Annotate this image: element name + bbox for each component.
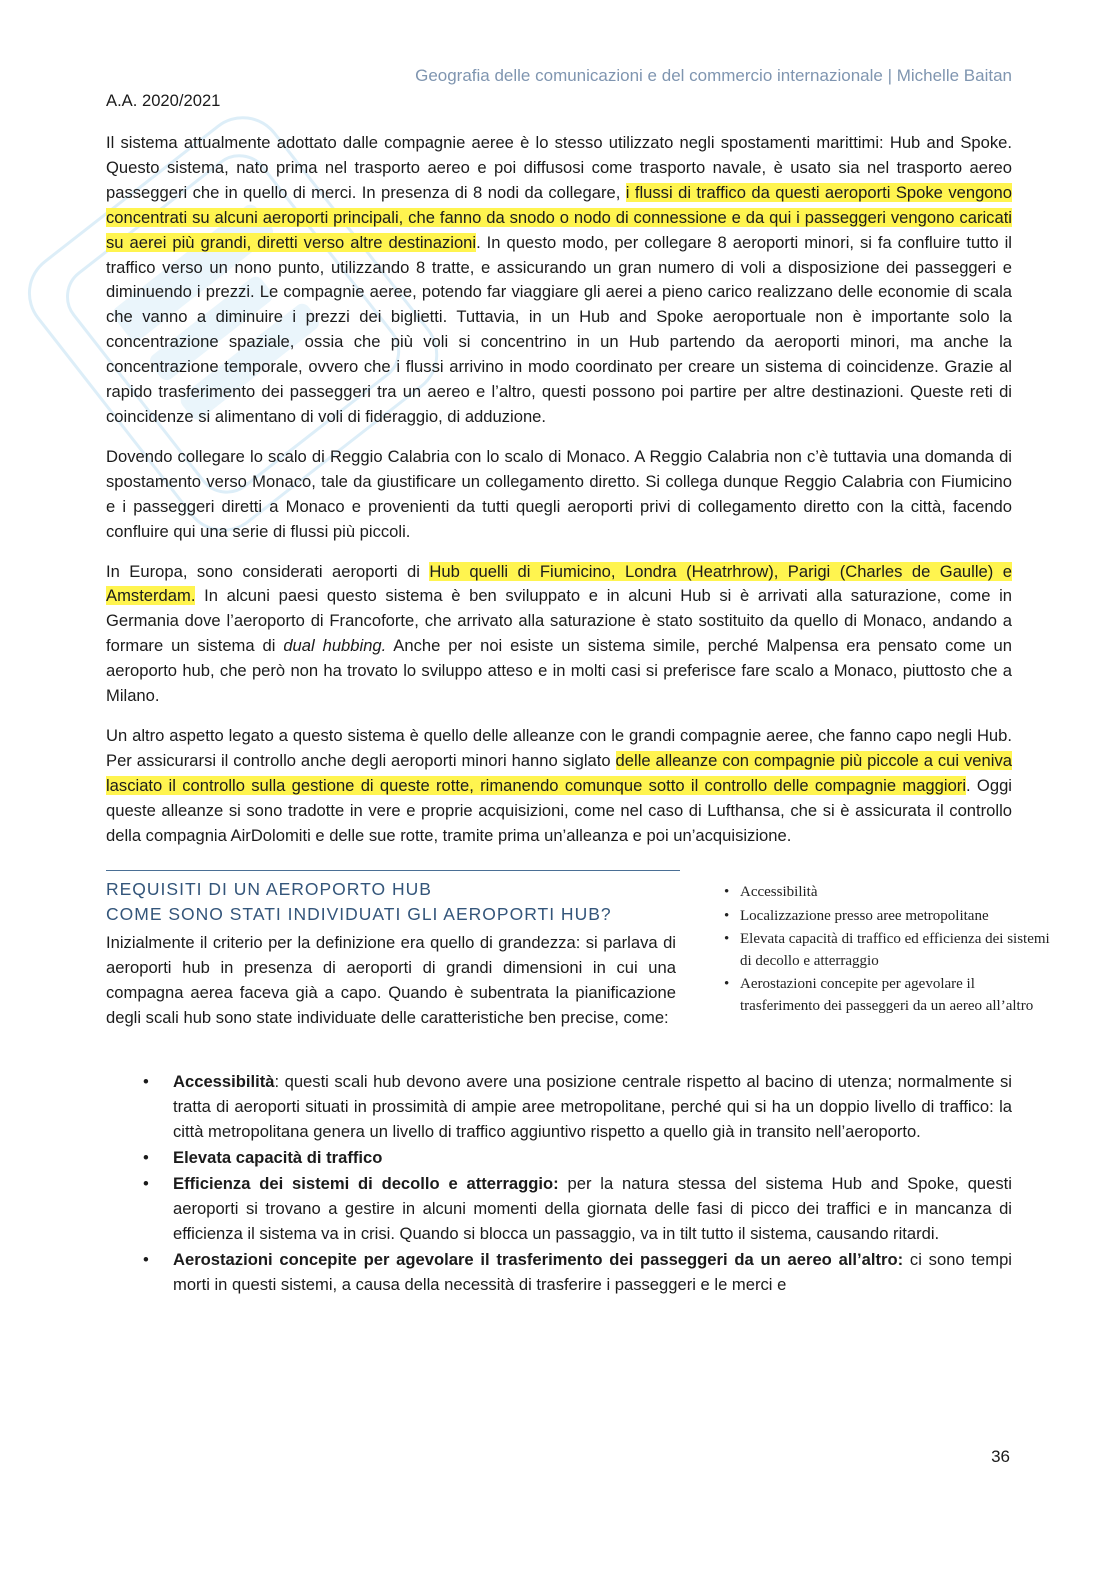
list-item	[106, 1146, 1012, 1171]
bullet-icon: •	[143, 1174, 149, 1194]
paragraph-alliances	[106, 724, 1012, 849]
bullet-term: Aerostazioni concepite per agevolare il trasferimento dei passeggeri da un aereo all’altro:	[173, 1249, 904, 1269]
section-divider	[106, 870, 680, 871]
highlighted-text: delle alleanze con compagnie più piccole a cui veniva lasciato il controllo sulla gestione di queste rotte, rimanendo comunque sotto il controllo delle compagnie maggiori	[106, 750, 1012, 795]
text-run: Anche per noi esiste un sistema simile, perché Malpensa era pensato come un aeroporto hub, che però non ha trovato lo sviluppo atteso e in molti casi si preferisce fare scalo a Monaco, piuttosto che a Milano.	[106, 636, 1013, 706]
section-left-column	[106, 870, 676, 1046]
list-item	[106, 1248, 1012, 1298]
paragraph-reggio-calabria: Dovendo collegare lo scalo di Reggio Calabria con lo scalo di Monaco. A Reggio Calabria non c’è tuttavia una domanda di spostamento verso Monaco, tale da giustificare un collegamento diretto. Si collega dunque Reggio Calabria con Fiumicino e i passeggeri diretti a Monaco e provenienti da tutti quegli aeroporti privi di collegamento diretto con la città, facendo confluire qui una serie di flussi più piccoli.	[106, 446, 1012, 541]
section-subheading: COME SONO STATI INDIVIDUATI GLI AEROPORTI HUB?	[106, 904, 612, 925]
section-heading: REQUISITI DI UN AEROPORTO HUB	[106, 879, 432, 900]
academic-year: A.A. 2020/2021	[106, 91, 221, 110]
highlighted-text: Hub quelli di Fiumicino, Londra (Heatrhrow), Parigi (Charles de Gaulle) e Amsterdam.	[106, 561, 1012, 606]
list-item	[106, 1172, 1012, 1247]
requirements-list	[106, 1070, 1012, 1297]
highlighted-text: i flussi di traffico da questi aeroporti Spoke vengono concentrati su alcuni aeroporti principali, che fanno da snodo o nodo di connessione e da qui i passeggeri vengono caricati su aerei più grandi, diretti verso altre destinazioni	[106, 182, 1012, 252]
section-intro: Inizialmente il criterio per la definizione era quello di grandezza: si parlava di aeroporti hub in presenza di aeroporti di grandi dimensioni in cui una compagna aerea faceva già a capo. Quando è subentrata la pianificazione degli scali hub sono state individuate delle caratteristiche ben precise, come:	[106, 933, 676, 1028]
italic-term: dual hubbing.	[283, 636, 387, 656]
text-run: Il sistema attualmente adottato dalle compagnie aeree è lo stesso utilizzato negli spostamenti marittimi: Hub and Spoke. Questo sistema, nato prima nel trasporto aereo e poi diffusosi come trasporto navale, è usato sia nel trasporto aereo passeggeri che in quello di merci. In presenza di 8 nodi da collegare,	[106, 133, 1012, 202]
page-content	[106, 131, 1050, 1299]
requirement-item: • Aerostazioni concepite per agevolare il trasferimento dei passeggeri da un aereo all’altro	[720, 974, 1050, 1017]
paragraph-europe-hubs	[106, 560, 1012, 709]
bullet-term: Elevata capacità di traffico	[173, 1148, 383, 1168]
text-run: In Europa, sono considerati aeroporti di	[106, 561, 430, 581]
requirements-figure	[720, 882, 1050, 1019]
bullet-text: : questi scali hub devono avere una posizione centrale rispetto al bacino di utenza; normalmente si tratta di aeroporti situati in prossimità di ampie aree metropolitane, perché qui si ha un doppio livello di traffico: la città metropolitana genera un livello di traffico aggiuntivo rispetto a quello già in transito nell’aeroporto.	[173, 1072, 1012, 1142]
bullet-text: ci sono tempi morti in questi sistemi, a causa della necessità di trasferire i passeggeri e le merci e	[173, 1249, 1012, 1294]
text-run: . In questo modo, per collegare 8 aeroporti minori, si fa confluire tutto il traffico verso un nono punto, utilizzando 8 tratte, e assicurando un gran numero di voli a disposizione dei passeggeri e diminuendo i prezzi. Le compagnie aeree, potendo far viaggiare gli aerei a pieno carico realizzano delle economie di scala che vanno a diminuire i prezzi dei biglietti. Tuttavia, in un Hub and Spoke aeroportuale non è importante solo la concentrazione spaziale, ossia che più voli si concentrino in un Hub partendo da aeroporti minori, ma anche la concentrazione temporale, ovvero che i flussi arrivino in modo coordinato per creare un sistema di coincidenze. Grazie al rapido trasferimento dei passeggeri tra un aereo e l’altro, questi possono poi partire per altre destinazioni. Queste reti di coincidenze si alimentano di voli di fideraggio, di adduzione.	[106, 232, 1012, 426]
requirement-item: • Localizzazione presso aree metropolitane	[720, 906, 1050, 928]
bullet-icon: •	[143, 1249, 149, 1269]
paragraph-hub-and-spoke	[106, 131, 1012, 430]
bullet-term: Efficienza dei sistemi di decollo e atterraggio:	[173, 1174, 559, 1194]
course-header: Geografia delle comunicazioni e del commercio internazionale | Michelle Baitan	[415, 66, 1012, 85]
page-number: 36	[991, 1447, 1010, 1466]
bullet-term: Accessibilità	[173, 1072, 275, 1092]
text-run: Un altro aspetto legato a questo sistema è quello delle alleanze con le grandi compagnie aeree, che fanno capo negli Hub. Per assicurarsi il controllo anche degli aeroporti minori hanno siglato	[106, 725, 1012, 770]
bullet-icon: •	[143, 1148, 149, 1168]
bullet-text: per la natura stessa del sistema Hub and Spoke, questi aeroporti si trovano a gestire in alcuni momenti della giornata delle fasi di picco dei traffici e in mancanza di efficienza il sistema va in crisi. Quando si blocca un passaggio, va in tilt tutto il sistema, causando ritardi.	[173, 1174, 1012, 1243]
requirement-item: • Accessibilità	[720, 882, 1050, 904]
requirement-item: • Elevata capacità di traffico ed efficienza dei sistemi di decollo e atterraggio	[720, 929, 1050, 972]
section-hub-requirements	[106, 870, 1050, 1060]
text-run: In alcuni paesi questo sistema è ben sviluppato e in alcuni Hub si è arrivati alla saturazione, come in Germania dove l’aeroporto di Francoforte, che arrivato alla saturazione è stato sostituito da quello di Monaco, andando a formare un sistema di	[106, 586, 1012, 656]
bullet-icon: •	[143, 1072, 149, 1092]
list-item	[106, 1070, 1012, 1145]
text-run: . Oggi queste alleanze si sono tradotte in vere e proprie acquisizioni, come nel caso di Lufthansa, che si è assicurata il controllo della compagnia AirDolomiti e delle sue rotte, tramite prima un’alleanza e poi un’acquisizione.	[106, 775, 1012, 845]
